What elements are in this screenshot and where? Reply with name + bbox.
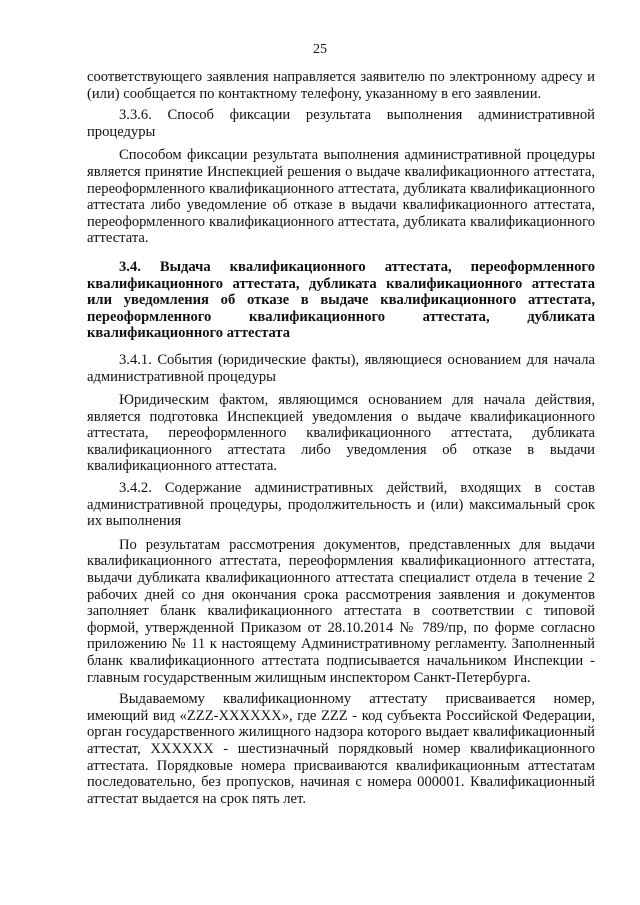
paragraph-review-results: По результатам рассмотрения документов, представленных для выдачи квалификационного аттестата, переоформления квалификационного аттестата, выдачи дубликата квалификационного аттестата специалист отдела в течение 2 рабочих дней со дня окончания срока рассмотрения заявления и документов заполняет бланк квалификационного аттестата в соответствии с типовой формой, утвержденной Приказом от 28.10.2014 № 789/пр, по форме согласно приложению № 11 к настоящему Административному регламенту. Заполненный бланк квалификационного аттестата подписывается начальником Инспекции - главным государственным жилищным инспектором Санкт-Петербурга. xyxy=(87,536,595,686)
page-content xyxy=(87,69,595,812)
page-number: 25 xyxy=(313,42,327,57)
paragraph-certificate-number: Выдаваемому квалификационному аттестату присваивается номер, имеющий вид «ZZZ-XXXXXX», где ZZZ - код субъекта Российской Федерации, орган государственного жилищного надзора которого выдает квалификационный аттестат, XXXXXX - шестизначный порядковый номер квалификационного аттестата. Порядковые номера присваиваются квалификационным аттестатам последовательно, без пропусков, начиная с номера 000001. Квалификационный аттестат выдается на срок пять лет. xyxy=(87,691,595,807)
paragraph-fixation-method: Способом фиксации результата выполнения административной процедуры является принятие Инспекцией решения о выдаче квалификационного аттестата, переоформленного квалификационного аттестата, дубликата квалификационного аттестата либо уведомление об отказе в выдачи квалификационного аттестата, переоформленного квалификационного аттестата, дубликата квалификационного аттестата. xyxy=(87,147,595,247)
subsection-3-4-1: 3.4.1. События (юридические факты), являющиеся основанием для начала административной процедуры xyxy=(87,351,595,385)
subsection-3-4-2: 3.4.2. Содержание административных действий, входящих в состав административной процедуры, продолжительность и (или) максимальный срок их выполнения xyxy=(87,480,595,530)
section-heading-3-4: 3.4. Выдача квалификационного аттестата, переоформленного квалификационного аттестата, дубликата квалификационного аттестата или уведомления об отказе в выдаче квалификационного аттестата, переоформленного квалификационного аттестата, дубликата квалификационного аттестата xyxy=(87,258,595,342)
paragraph-legal-fact: Юридическим фактом, являющимся основанием для начала действия, является подготовка Инспекцией уведомления о выдаче квалификационного аттестата, переоформленного квалификационного аттестата, дубликата квалификационного аттестата либо уведомления об отказе в выдачи квалификационного аттестата. xyxy=(87,392,595,475)
subsection-3-3-6: 3.3.6. Способ фиксации результата выполнения административной процедуры xyxy=(87,107,595,140)
paragraph-continuation: соответствующего заявления направляется заявителю по электронному адресу и (или) сообщается по контактному телефону, указанному в его заявлении. xyxy=(87,69,595,102)
